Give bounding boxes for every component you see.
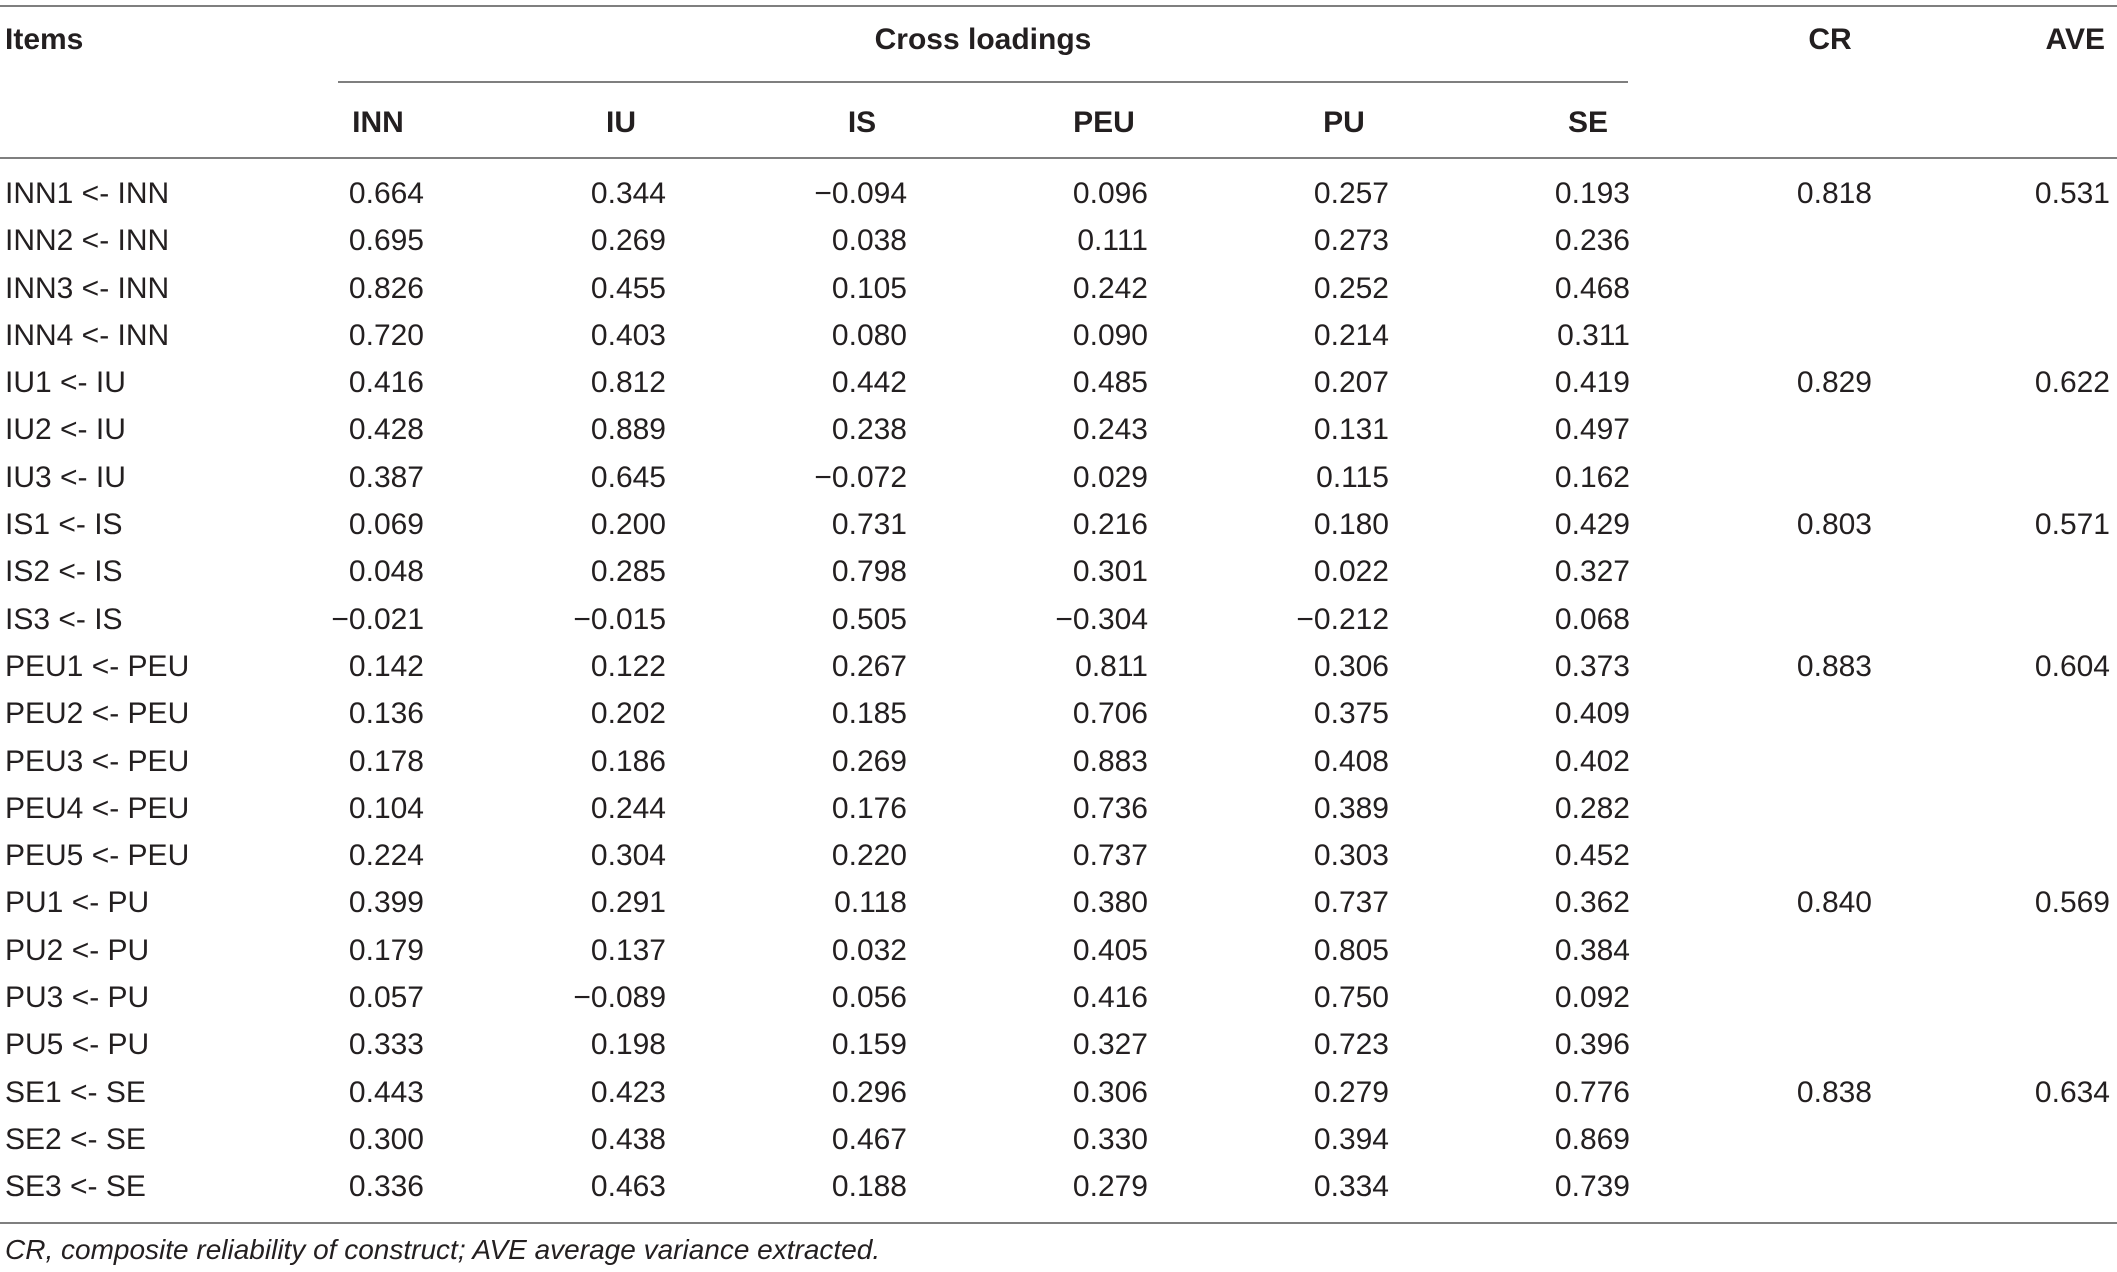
- loading-iu: 0.423: [590, 1075, 666, 1109]
- loading-peu: 0.405: [1072, 933, 1148, 967]
- header-items: Items: [5, 23, 84, 56]
- ave-value: 0.604: [2034, 649, 2110, 683]
- table-row: [0, 1163, 2117, 1210]
- loading-inn: 0.224: [348, 839, 424, 873]
- loading-is: −0.072: [814, 460, 907, 494]
- loading-se: 0.327: [1554, 555, 1630, 589]
- loading-se: 0.384: [1554, 933, 1630, 967]
- loading-pu: 0.131: [1313, 413, 1389, 447]
- table-row: [0, 217, 2117, 264]
- loading-se: 0.497: [1554, 413, 1630, 447]
- loading-is: 0.238: [831, 413, 907, 447]
- loading-inn: 0.826: [348, 271, 424, 305]
- loading-peu: 0.306: [1072, 1075, 1148, 1109]
- loading-is: 0.798: [831, 555, 907, 589]
- loading-pu: −0.212: [1296, 602, 1389, 636]
- loading-se: 0.282: [1554, 791, 1630, 825]
- loading-pu: 0.389: [1313, 791, 1389, 825]
- header-col-inn: INN: [352, 106, 404, 139]
- ave-value: 0.622: [2034, 366, 2110, 400]
- loading-peu: 0.416: [1072, 981, 1148, 1015]
- cr-value: 0.818: [1796, 177, 1872, 210]
- loading-is: 0.296: [831, 1075, 907, 1109]
- table-row: [0, 738, 2117, 785]
- loading-se: 0.429: [1554, 508, 1630, 542]
- loading-peu: −0.304: [1055, 602, 1148, 636]
- header-ave: AVE: [2045, 23, 2105, 56]
- loading-is: 0.267: [831, 649, 907, 683]
- loading-se: 0.409: [1554, 697, 1630, 731]
- item-label: PEU3 <- PEU: [5, 744, 190, 778]
- cr-value: 0.883: [1796, 649, 1872, 683]
- item-label: PU5 <- PU: [5, 1028, 150, 1062]
- item-label: INN3 <- INN: [5, 271, 170, 305]
- item-label: IS3 <- IS: [5, 602, 123, 636]
- item-label: SE1 <- SE: [5, 1075, 146, 1109]
- loading-se: 0.869: [1554, 1122, 1630, 1156]
- loading-inn: 0.104: [348, 791, 424, 825]
- loading-pu: 0.207: [1313, 366, 1389, 400]
- table-row: [0, 832, 2117, 879]
- table-row: [0, 1021, 2117, 1068]
- table-row: [0, 501, 2117, 548]
- loading-inn: 0.333: [348, 1028, 424, 1062]
- header-col-se: SE: [1567, 106, 1609, 139]
- top-rule: [0, 5, 2117, 7]
- loading-peu: 0.096: [1072, 177, 1148, 210]
- loading-se: 0.236: [1554, 224, 1630, 258]
- loading-pu: 0.394: [1313, 1122, 1389, 1156]
- loading-is: 0.038: [831, 224, 907, 258]
- loading-se: 0.193: [1554, 177, 1630, 210]
- loading-is: −0.094: [814, 177, 907, 210]
- loading-peu: 0.243: [1072, 413, 1148, 447]
- table-row: [0, 690, 2117, 737]
- loading-iu: 0.645: [590, 460, 666, 494]
- loading-inn: 0.069: [348, 508, 424, 542]
- table-footnote: CR, composite reliability of construct; AVE average variance extracted.: [5, 1234, 881, 1265]
- loading-inn: 0.179: [348, 933, 424, 967]
- loading-peu: 0.111: [1077, 224, 1148, 258]
- loading-inn: 0.443: [348, 1075, 424, 1109]
- loading-iu: 0.812: [590, 366, 666, 400]
- item-label: IS2 <- IS: [5, 555, 123, 589]
- loading-is: 0.080: [831, 318, 907, 352]
- item-label: INN1 <- INN: [5, 177, 170, 210]
- loading-inn: −0.021: [331, 602, 424, 636]
- loading-pu: 0.115: [1316, 460, 1389, 494]
- loading-se: 0.092: [1554, 981, 1630, 1015]
- cr-value: 0.840: [1796, 886, 1872, 920]
- loading-inn: 0.664: [348, 177, 424, 210]
- loading-iu: 0.344: [590, 177, 666, 210]
- loading-peu: 0.327: [1072, 1028, 1148, 1062]
- item-label: IU2 <- IU: [5, 413, 126, 447]
- loading-inn: 0.695: [348, 224, 424, 258]
- loading-is: 0.176: [831, 791, 907, 825]
- loading-peu: 0.737: [1072, 839, 1148, 873]
- loading-pu: 0.273: [1313, 224, 1389, 258]
- loading-inn: 0.178: [348, 744, 424, 778]
- loading-iu: −0.089: [573, 981, 666, 1015]
- header-cross-loadings: Cross loadings: [874, 23, 1092, 56]
- loading-peu: 0.029: [1072, 460, 1148, 494]
- table-row: [0, 785, 2117, 832]
- item-label: PEU4 <- PEU: [5, 791, 190, 825]
- item-label: INN2 <- INN: [5, 224, 170, 258]
- loading-inn: 0.142: [348, 649, 424, 683]
- table-row: [0, 1116, 2117, 1163]
- loading-is: 0.442: [831, 366, 907, 400]
- table-row: [0, 170, 2117, 217]
- loading-pu: 0.252: [1313, 271, 1389, 305]
- loading-peu: 0.090: [1072, 318, 1148, 352]
- loading-iu: 0.202: [590, 697, 666, 731]
- table-row: [0, 359, 2117, 406]
- loading-inn: 0.336: [348, 1170, 424, 1204]
- loading-iu: 0.186: [590, 744, 666, 778]
- loading-iu: 0.403: [590, 318, 666, 352]
- loading-is: 0.118: [834, 886, 907, 920]
- loading-inn: 0.720: [348, 318, 424, 352]
- loading-is: 0.731: [831, 508, 907, 542]
- loading-pu: 0.750: [1313, 981, 1389, 1015]
- table-row: [0, 265, 2117, 312]
- loading-is: 0.056: [831, 981, 907, 1015]
- loading-pu: 0.805: [1313, 933, 1389, 967]
- loading-iu: −0.015: [573, 602, 666, 636]
- loading-inn: 0.057: [348, 981, 424, 1015]
- loading-se: 0.068: [1554, 602, 1630, 636]
- header-rule: [0, 157, 2117, 159]
- loading-pu: 0.180: [1313, 508, 1389, 542]
- table-row: [0, 548, 2117, 595]
- loading-inn: 0.387: [348, 460, 424, 494]
- loading-pu: 0.279: [1313, 1075, 1389, 1109]
- loading-peu: 0.330: [1072, 1122, 1148, 1156]
- loading-iu: 0.122: [590, 649, 666, 683]
- loading-pu: 0.408: [1313, 744, 1389, 778]
- loading-inn: 0.136: [348, 697, 424, 731]
- loading-pu: 0.723: [1313, 1028, 1389, 1062]
- item-label: INN4 <- INN: [5, 318, 170, 352]
- loading-iu: 0.438: [590, 1122, 666, 1156]
- loading-se: 0.362: [1554, 886, 1630, 920]
- header-col-iu: IU: [606, 106, 636, 139]
- header-cr: CR: [1808, 23, 1852, 56]
- item-label: PU1 <- PU: [5, 886, 150, 920]
- loading-iu: 0.198: [590, 1028, 666, 1062]
- loading-inn: 0.048: [348, 555, 424, 589]
- loading-is: 0.105: [831, 271, 907, 305]
- loading-se: 0.311: [1557, 318, 1630, 352]
- loading-inn: 0.300: [348, 1122, 424, 1156]
- table-row: [0, 406, 2117, 453]
- item-label: IU1 <- IU: [5, 366, 126, 400]
- header-col-is: IS: [847, 106, 877, 139]
- loading-se: 0.402: [1554, 744, 1630, 778]
- loading-is: 0.269: [831, 744, 907, 778]
- loading-pu: 0.375: [1313, 697, 1389, 731]
- loading-peu: 0.883: [1072, 744, 1148, 778]
- loading-is: 0.159: [831, 1028, 907, 1062]
- table-row: [0, 1069, 2117, 1116]
- table-body: [0, 170, 2117, 1211]
- loading-peu: 0.242: [1072, 271, 1148, 305]
- loading-iu: 0.463: [590, 1170, 666, 1204]
- loading-pu: 0.214: [1313, 318, 1389, 352]
- loading-is: 0.505: [831, 602, 907, 636]
- loading-pu: 0.306: [1313, 649, 1389, 683]
- loading-pu: 0.334: [1313, 1170, 1389, 1204]
- table-row: [0, 643, 2117, 690]
- loading-iu: 0.291: [590, 886, 666, 920]
- loading-peu: 0.279: [1072, 1170, 1148, 1204]
- ave-value: 0.634: [2034, 1075, 2110, 1109]
- loading-inn: 0.428: [348, 413, 424, 447]
- item-label: IS1 <- IS: [5, 508, 123, 542]
- loading-se: 0.373: [1554, 649, 1630, 683]
- item-label: PU2 <- PU: [5, 933, 150, 967]
- loading-peu: 0.706: [1072, 697, 1148, 731]
- item-label: SE2 <- SE: [5, 1122, 146, 1156]
- table-row: [0, 974, 2117, 1021]
- loading-is: 0.185: [831, 697, 907, 731]
- item-label: PEU2 <- PEU: [5, 697, 190, 731]
- item-label: PEU5 <- PEU: [5, 839, 190, 873]
- loading-peu: 0.736: [1072, 791, 1148, 825]
- loading-se: 0.162: [1554, 460, 1630, 494]
- ave-value: 0.571: [2034, 508, 2110, 542]
- loading-peu: 0.811: [1075, 649, 1148, 683]
- table-row: [0, 927, 2117, 974]
- item-label: PEU1 <- PEU: [5, 649, 190, 683]
- loading-iu: 0.455: [590, 271, 666, 305]
- loading-pu: 0.022: [1313, 555, 1389, 589]
- loading-se: 0.776: [1554, 1075, 1630, 1109]
- loading-is: 0.220: [831, 839, 907, 873]
- loading-se: 0.468: [1554, 271, 1630, 305]
- header-col-peu: PEU: [1073, 106, 1135, 139]
- table-row: [0, 454, 2117, 501]
- item-label: SE3 <- SE: [5, 1170, 146, 1204]
- loading-se: 0.396: [1554, 1028, 1630, 1062]
- ave-value: 0.531: [2034, 177, 2110, 210]
- loading-iu: 0.304: [590, 839, 666, 873]
- loading-iu: 0.244: [590, 791, 666, 825]
- loading-peu: 0.301: [1072, 555, 1148, 589]
- loading-iu: 0.285: [590, 555, 666, 589]
- table-row: [0, 312, 2117, 359]
- table-row: [0, 596, 2117, 643]
- loading-iu: 0.889: [590, 413, 666, 447]
- loading-se: 0.739: [1554, 1170, 1630, 1204]
- loading-inn: 0.416: [348, 366, 424, 400]
- cr-value: 0.803: [1796, 508, 1872, 542]
- loading-se: 0.419: [1554, 366, 1630, 400]
- loading-is: 0.467: [831, 1122, 907, 1156]
- table-row: [0, 879, 2117, 926]
- cr-value: 0.829: [1796, 366, 1872, 400]
- loading-pu: 0.257: [1313, 177, 1389, 210]
- cr-value: 0.838: [1796, 1075, 1872, 1109]
- loading-is: 0.188: [831, 1170, 907, 1204]
- item-label: IU3 <- IU: [5, 460, 126, 494]
- loading-iu: 0.269: [590, 224, 666, 258]
- loading-peu: 0.485: [1072, 366, 1148, 400]
- loading-inn: 0.399: [348, 886, 424, 920]
- loading-pu: 0.303: [1313, 839, 1389, 873]
- loading-iu: 0.200: [590, 508, 666, 542]
- loading-pu: 0.737: [1313, 886, 1389, 920]
- bottom-rule: [0, 1222, 2117, 1224]
- header-col-pu: PU: [1323, 106, 1365, 139]
- loading-is: 0.032: [831, 933, 907, 967]
- loading-se: 0.452: [1554, 839, 1630, 873]
- loading-iu: 0.137: [590, 933, 666, 967]
- item-label: PU3 <- PU: [5, 981, 150, 1015]
- ave-value: 0.569: [2034, 886, 2110, 920]
- loading-peu: 0.216: [1072, 508, 1148, 542]
- cross-loadings-underline: [338, 81, 1628, 83]
- loading-peu: 0.380: [1072, 886, 1148, 920]
